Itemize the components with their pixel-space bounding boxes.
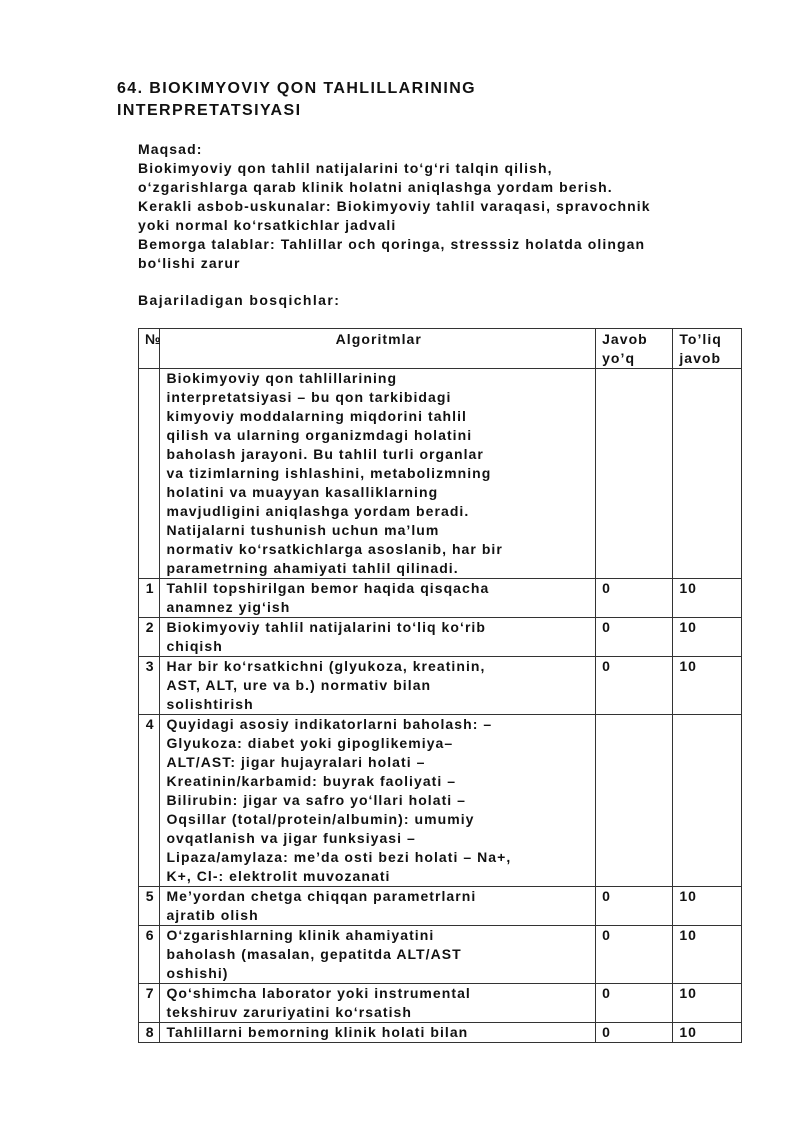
intro-description-line: parametrning ahamiyati tahlil qilinadi. [166, 560, 459, 576]
row-algorithm-line: K+, Cl-: elektrolit muvozanati [166, 868, 391, 884]
row-number: 3 [139, 657, 160, 715]
patient-requirements-line-2: bo‘lishi zarur [138, 255, 241, 271]
table-header-row [139, 329, 742, 369]
header-number: № [139, 329, 160, 369]
header-no-answer-line-1: Javob [602, 331, 648, 347]
row-full-answer-score: 10 [673, 579, 742, 618]
table-row [139, 887, 742, 926]
patient-requirements-line-1: Bemorga talablar: Tahlillar och qoringa, stresssiz holatda olingan [138, 236, 646, 252]
row-algorithm-line: chiqish [166, 638, 223, 654]
row-algorithm-line: ALT/AST: jigar hujayralari holati – [166, 754, 426, 770]
steps-heading: Bajariladigan bosqichlar: [138, 292, 341, 308]
row-number: 7 [139, 984, 160, 1023]
row-algorithm-line: anamnez yig‘ish [166, 599, 291, 615]
goal-text-line-1: Biokimyoviy qon tahlil natijalarini to‘g‘ri talqin qilish, [138, 160, 553, 176]
row-algorithm-line: baholash (masalan, gepatitda ALT/AST [166, 946, 462, 962]
intro-description-line: interpretatsiyasi – bu qon tarkibidagi [166, 389, 452, 405]
row-algorithm-line: Har bir ko‘rsatkichni (glyukoza, kreatinin, [166, 658, 486, 674]
row-full-answer-score: 10 [673, 887, 742, 926]
header-algorithm: Algoritmlar [160, 329, 596, 369]
row-algorithm-text [160, 715, 596, 887]
row-algorithm-line: Me’yordan chetga chiqqan parametrlarni [166, 888, 477, 904]
row-algorithm-line: Bilirubin: jigar va safro yo‘llari holati – [166, 792, 466, 808]
table-row [139, 579, 742, 618]
row-full-answer-score: 10 [673, 926, 742, 984]
table-row [139, 984, 742, 1023]
intro-description-line: kimyoviy moddalarning miqdorini tahlil [166, 408, 467, 424]
row-no-answer-score: 0 [596, 579, 673, 618]
intro-description-line: Natijalarni tushunish uchun ma’lum [166, 522, 440, 538]
table-row [139, 618, 742, 657]
header-full-answer [673, 329, 742, 369]
intro-description-line: normativ ko‘rsatkichlarga asoslanib, har bir [166, 541, 503, 557]
intro-description-line: qilish va ularning organizmdagi holatini [166, 427, 473, 443]
row-algorithm-line: Lipaza/amylaza: me’da osti bezi holati – Na+, [166, 849, 512, 865]
row-algorithm-text [160, 984, 596, 1023]
goal-text-line-2: o‘zgarishlarga qarab klinik holatni aniqlashga yordam berish. [138, 179, 613, 195]
row-no-answer-score: 0 [596, 887, 673, 926]
row-algorithm-line: O‘zgarishlarning klinik ahamiyatini [166, 927, 435, 943]
row-algorithm-line: oshishi) [166, 965, 229, 981]
row-algorithm-line: ajratib olish [166, 907, 259, 923]
goal-label: Maqsad: [138, 141, 203, 157]
row-algorithm-text [160, 657, 596, 715]
no-answer-cell [596, 369, 673, 579]
row-number: 5 [139, 887, 160, 926]
table-row [139, 657, 742, 715]
row-algorithm-text [160, 618, 596, 657]
header-no-answer-line-2: yo’q [602, 350, 636, 366]
table-row [139, 926, 742, 984]
intro-section [138, 140, 778, 273]
document-title [117, 78, 757, 122]
intro-description-cell [160, 369, 596, 579]
row-algorithm-text [160, 926, 596, 984]
title-line-1: 64. BIOKIMYOVIY QON TAHLILLARINING [117, 80, 477, 97]
row-number: 8 [139, 1023, 160, 1043]
row-full-answer-score: 10 [673, 618, 742, 657]
row-algorithm-line: tekshiruv zaruriyatini ko‘rsatish [166, 1004, 412, 1020]
row-number-cell [139, 369, 160, 579]
row-number: 4 [139, 715, 160, 887]
intro-description-line: Biokimyoviy qon tahlillarining [166, 370, 398, 386]
row-number: 1 [139, 579, 160, 618]
row-algorithm-text [160, 887, 596, 926]
header-full-answer-line-1: To’liq [679, 331, 722, 347]
row-full-answer-score: 10 [673, 984, 742, 1023]
tools-text-line-2: yoki normal ko‘rsatkichlar jadvali [138, 217, 397, 233]
intro-description-line: mavjudligini aniqlashga yordam beradi. [166, 503, 470, 519]
row-algorithm-text [160, 579, 596, 618]
row-algorithm-line: Glyukoza: diabet yoki gipoglikemiya– [166, 735, 454, 751]
row-no-answer-score [596, 715, 673, 887]
intro-description-line: va tizimlarning ishlashini, metabolizmning [166, 465, 492, 481]
row-algorithm-line: AST, ALT, ure va b.) normativ bilan [166, 677, 432, 693]
header-full-answer-line-2: javob [679, 350, 722, 366]
row-no-answer-score: 0 [596, 1023, 673, 1043]
row-algorithm-line: Tahlil topshirilgan bemor haqida qisqacha [166, 580, 490, 596]
row-number: 2 [139, 618, 160, 657]
intro-description-line: holatini va muayyan kasalliklarning [166, 484, 439, 500]
table-row [139, 1023, 742, 1043]
row-number: 6 [139, 926, 160, 984]
row-algorithm-text [160, 1023, 596, 1043]
row-algorithm-line: Tahlillarni bemorning klinik holati bilan [166, 1024, 469, 1040]
full-answer-cell [673, 369, 742, 579]
header-no-answer [596, 329, 673, 369]
table-row-intro [139, 369, 742, 579]
row-no-answer-score: 0 [596, 618, 673, 657]
row-algorithm-line: Kreatinin/karbamid: buyrak faoliyati – [166, 773, 457, 789]
algorithm-table [138, 328, 742, 1043]
row-algorithm-line: Oqsillar (total/protein/albumin): umumiy [166, 811, 475, 827]
row-no-answer-score: 0 [596, 657, 673, 715]
row-algorithm-line: Biokimyoviy tahlil natijalarini to‘liq ko‘rib [166, 619, 486, 635]
title-line-2: INTERPRETATSIYASI [117, 102, 302, 119]
row-full-answer-score: 10 [673, 657, 742, 715]
intro-description-line: baholash jarayoni. Bu tahlil turli organlar [166, 446, 484, 462]
row-full-answer-score [673, 715, 742, 887]
row-algorithm-line: ovqatlanish va jigar funksiyasi – [166, 830, 416, 846]
row-algorithm-line: Quyidagi asosiy indikatorlarni baholash: – [166, 716, 493, 732]
row-algorithm-line: Qo‘shimcha laborator yoki instrumental [166, 985, 471, 1001]
row-algorithm-line: solishtirish [166, 696, 254, 712]
table-row [139, 715, 742, 887]
row-full-answer-score: 10 [673, 1023, 742, 1043]
row-no-answer-score: 0 [596, 926, 673, 984]
tools-text-line-1: Kerakli asbob-uskunalar: Biokimyoviy tahlil varaqasi, spravochnik [138, 198, 651, 214]
row-no-answer-score: 0 [596, 984, 673, 1023]
